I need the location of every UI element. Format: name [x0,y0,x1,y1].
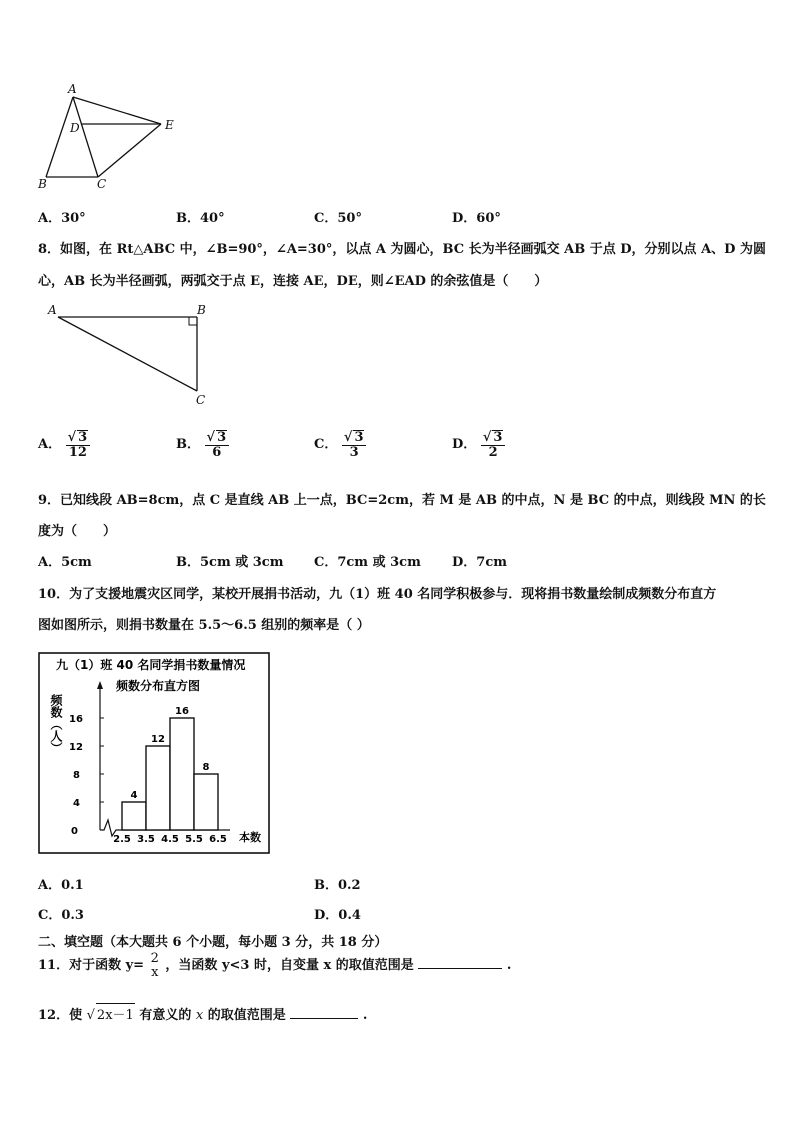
q7-option-b[interactable]: B．40° [176,211,225,226]
q7-option-c[interactable]: C．50° [314,211,362,226]
q8-option-c[interactable]: C． $\frac{√ 3}{3}$ [314,430,366,459]
histogram-bar [122,802,146,830]
q7-figure [30,80,190,195]
chart-subtitle: 频数分布直方图 [116,679,201,693]
q10-stem-line1: 10．为了支援地震灾区同学，某校开展捐书活动，九（1）班 40 名同学积极参与．现将捐书数量绘制成频数分布直方 [38,587,717,602]
q12-prefix: 12．使 [38,1008,83,1023]
q12-suffix: 有意义的 [139,1008,192,1023]
q8-option-a-den: 12 [68,444,87,460]
q8-option-b-den: 6 [212,444,222,460]
q10-option-a[interactable]: A．0.1 [38,878,84,893]
q9-option-d[interactable]: D．7cm [452,555,507,570]
bar-value-label: 4 [130,790,138,801]
x-axis-label: 本数 [239,831,261,844]
histogram-bar [170,718,194,830]
x-tick-label: 6.5 [209,834,227,845]
q8-option-d-den: 2 [488,444,498,460]
q9-option-b[interactable]: B．5cm 或 3cm [176,555,284,570]
q11-line [38,952,511,979]
q12-var: x [195,1008,204,1023]
histogram-bar [146,746,170,830]
q9-stem-line2: 度为（ ） [38,524,117,539]
q12-answer-blank[interactable] [290,1018,358,1019]
y-tick-label: 4 [73,798,80,809]
q8-option-d-letter: D． [452,437,477,453]
q11-fraction-num: 2 [150,951,159,966]
x-tick-label: 2.5 [113,834,131,845]
x-tick-label: 4.5 [161,834,179,845]
histogram-bar [194,774,218,830]
q8-option-c-letter: C． [314,437,338,453]
q8-option-c-num: 3 [354,430,364,445]
q8-option-a-num: 3 [78,430,88,445]
q12-line: 12．使 √ 2x－1 有意义的 x 的取值范围是 . [38,1003,367,1023]
fig7-label-b: B [38,177,47,191]
q10-option-b[interactable]: B．0.2 [314,878,361,893]
bar-value-label: 12 [151,734,165,745]
q8-option-a-letter: A． [38,437,62,453]
q11-prefix: 11．对于函数 y= [38,958,145,974]
y-axis-label: 频数（人） [49,694,63,754]
bar-value-label: 16 [175,706,189,717]
q12-suffix2: 的取值范围是 [207,1008,286,1023]
q11-end: . [506,958,512,974]
q8-option-d[interactable]: D． $\frac{√ 3}{2}$ [452,430,505,459]
bar-value-label: 8 [202,762,210,773]
q10-option-d[interactable]: D．0.4 [314,908,361,923]
q8-option-c-den: 3 [349,444,359,460]
fig8-label-b: B [197,303,206,317]
fig7-label-d: D [70,121,80,135]
q8-stem-line2: 心，AB 长为半径画弧，两弧交于点 E，连接 AE，DE，则∠EAD 的余弦值是（ ） [38,274,548,289]
q11-fraction-den: x [151,964,159,980]
fig7-label-e: E [165,118,174,132]
q8-option-b-num: 3 [217,430,227,445]
q7-option-d[interactable]: D．60° [452,211,501,226]
chart-title: 九（1）班 40 名同学捐书数量情况 [56,658,246,672]
q8-option-d-num: 3 [493,430,503,445]
q8-figure [40,300,220,410]
y-tick-label: 0 [71,826,78,837]
y-tick-label: 8 [73,770,80,781]
q10-stem-line2: 图如图所示，则捐书数量在 5.5～6.5 组别的频率是（ ） [38,618,370,633]
q9-option-c[interactable]: C．7cm 或 3cm [314,555,421,570]
y-tick-label: 16 [69,714,83,725]
x-tick-label: 3.5 [137,834,155,845]
q11-answer-blank[interactable] [418,968,502,969]
q10-option-c[interactable]: C．0.3 [38,908,84,923]
q8-option-a[interactable]: A． $\frac{√ 3}{12}$ [38,430,90,459]
q7-option-a[interactable]: A．30° [38,211,86,226]
x-tick-label: 5.5 [185,834,203,845]
q11-suffix: ，当函数 y<3 时，自变量 x 的取值范围是 [165,958,414,974]
fig7-label-a: A [68,82,77,96]
q12-end: . [362,1008,368,1023]
q12-radicand: 2x－1 [96,1003,135,1023]
q9-option-a[interactable]: A．5cm [38,555,92,570]
y-tick-label: 12 [69,742,83,753]
fig8-label-a: A [48,303,57,317]
fig7-label-c: C [97,177,107,191]
q8-option-b[interactable]: B． $\frac{√ 3}{6}$ [176,430,229,459]
q9-stem-line1: 9．已知线段 AB=8cm，点 C 是直线 AB 上一点，BC=2cm，若 M 是 AB 的中点，N 是 BC 的中点，则线段 MN 的长 [38,493,766,508]
fig8-label-c: C [196,393,206,407]
histogram-chart [38,652,272,856]
q8-stem-line1: 8．如图，在 Rt△ABC 中，∠B=90°，∠A=30°，以点 A 为圆心，BC 长为半径画弧交 AB 于点 D，分别以点 A、D 为圆 [38,242,766,257]
q8-option-b-letter: B． [176,437,200,453]
section2-heading: 二、填空题（本大题共 6 个小题，每小题 3 分，共 18 分） [38,935,388,950]
